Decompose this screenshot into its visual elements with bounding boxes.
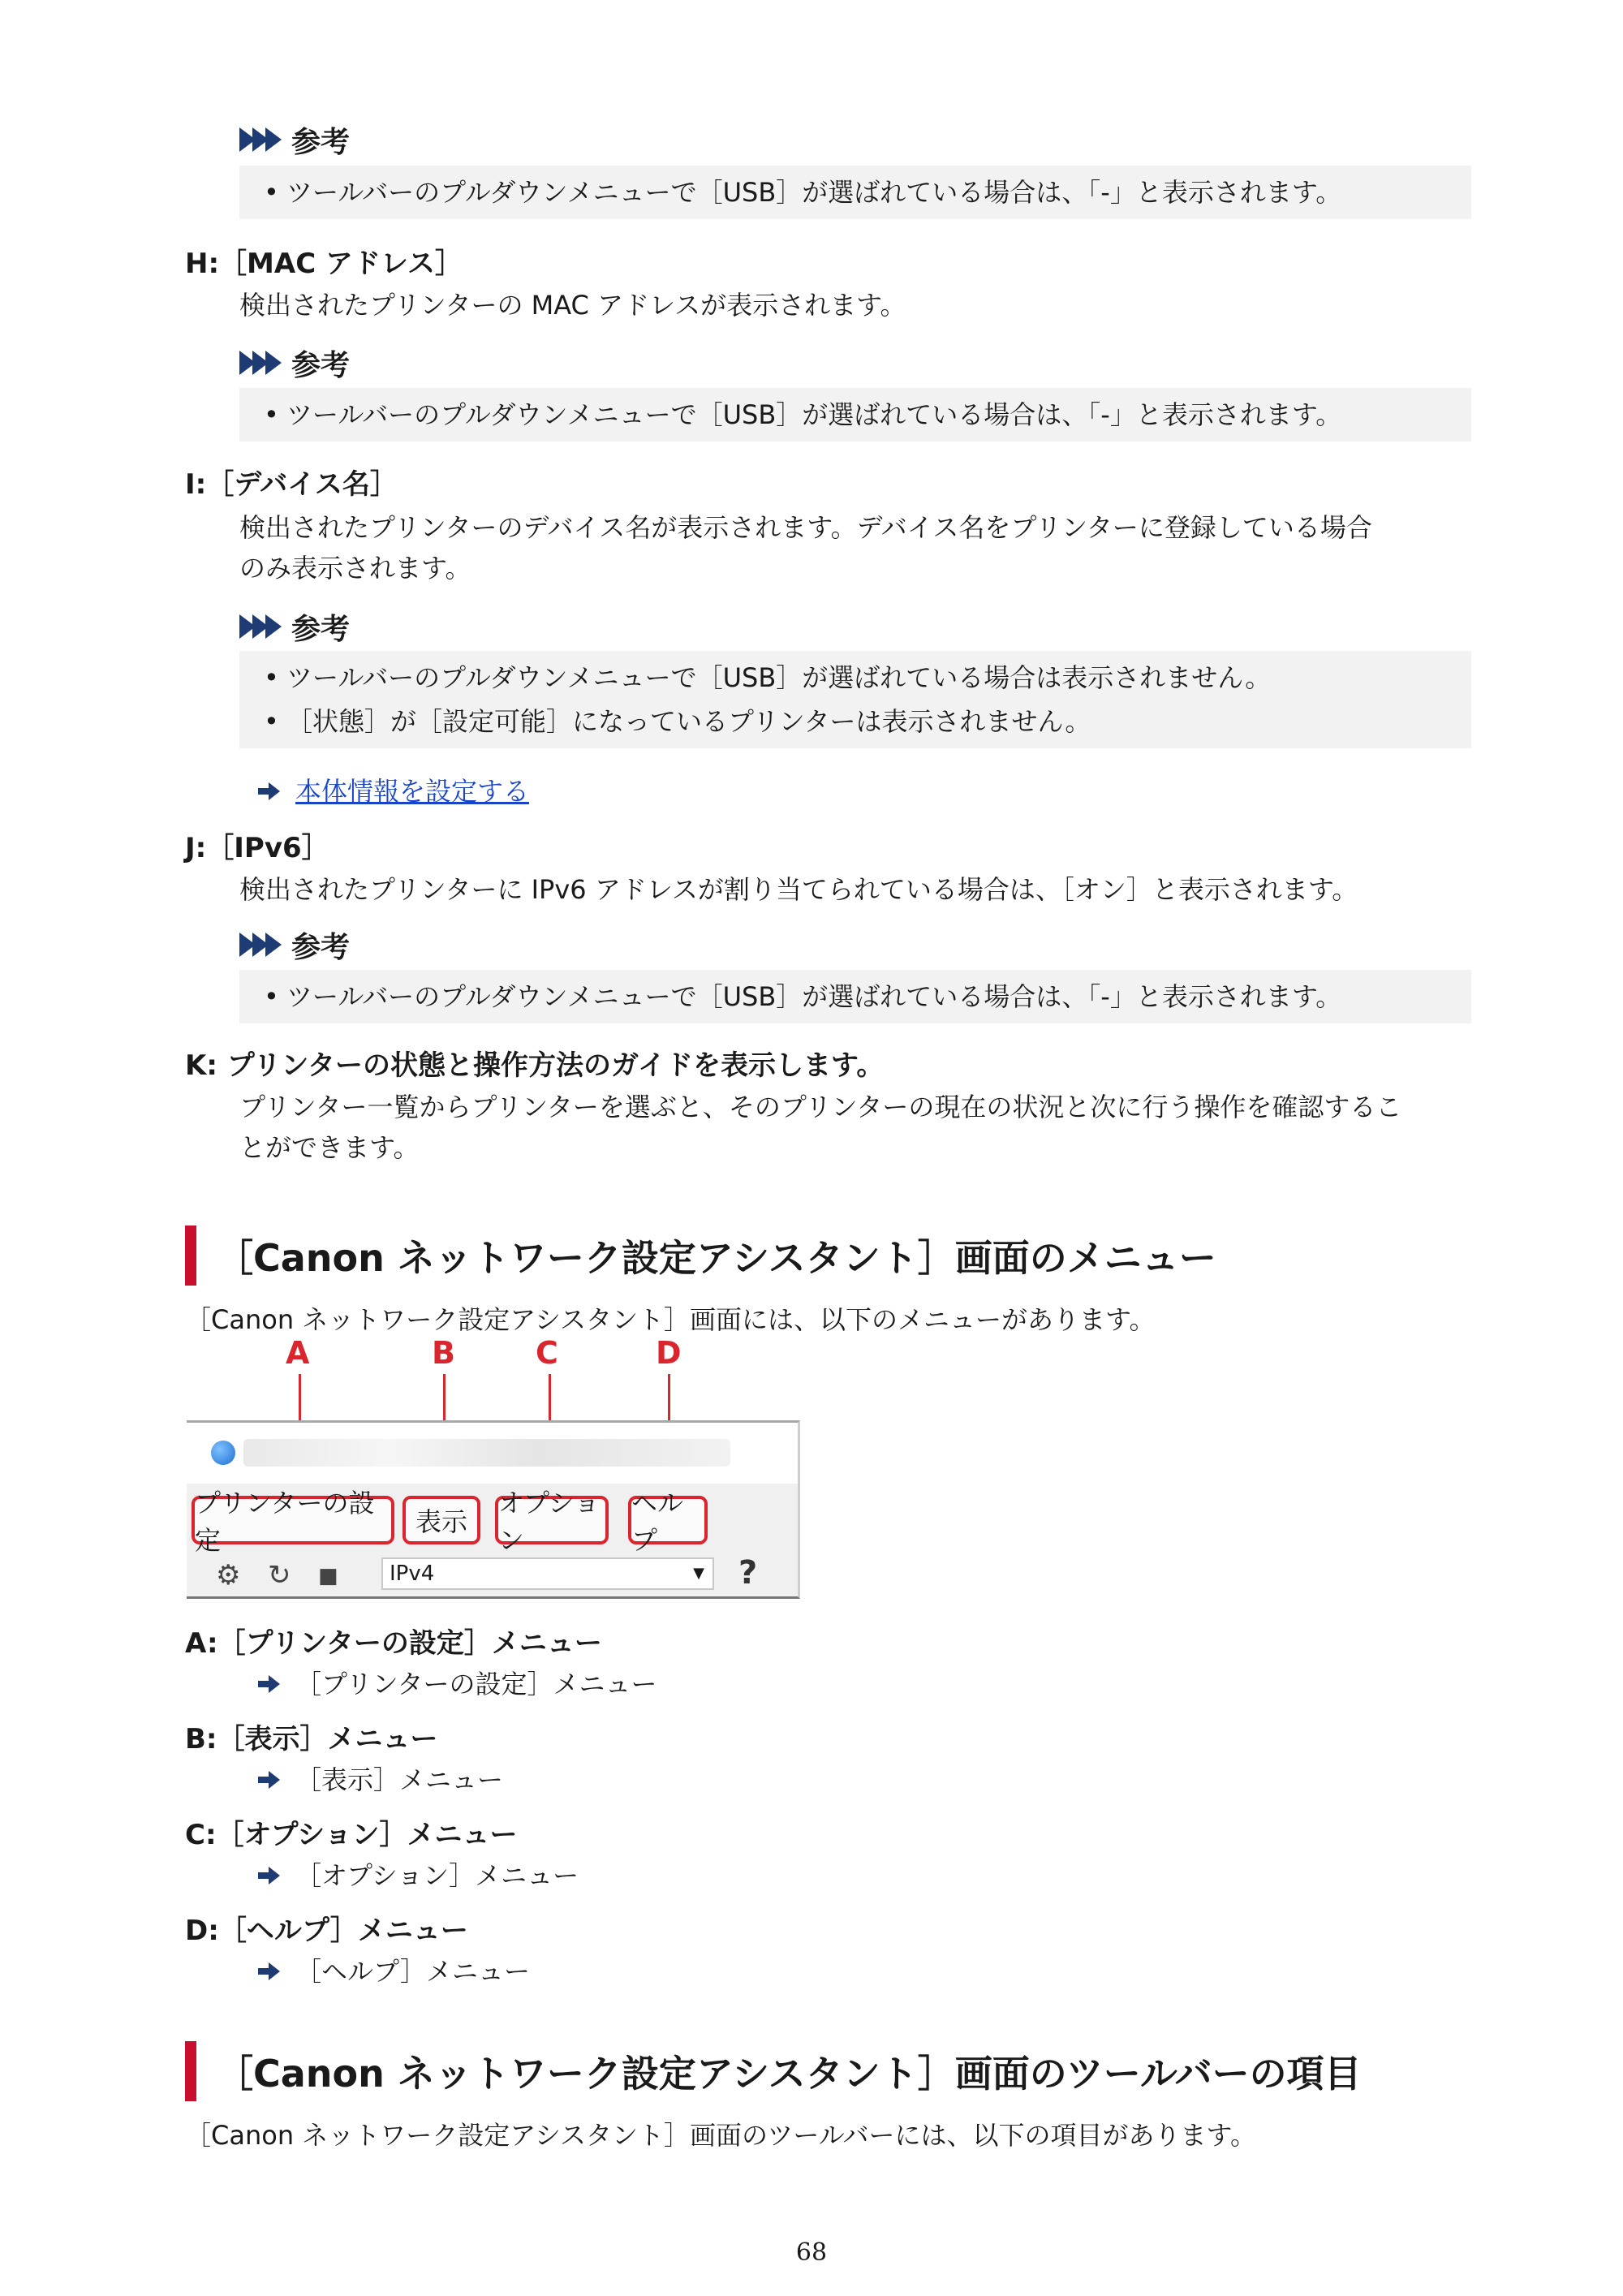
- menu-help[interactable]: ヘルプ: [628, 1496, 708, 1544]
- section-desc-toolbar: ［Canon ネットワーク設定アシスタント］画面のツールバーには、以下の項目があります。: [185, 2120, 1256, 2151]
- list-item: • ツールバーのプルダウンメニューで［USB］が選ばれている場合は、「-」と表示されます。: [264, 177, 1342, 208]
- menu-printer-settings[interactable]: プリンターの設定: [192, 1496, 394, 1544]
- desc-device-name-1: 検出されたプリンターのデバイス名が表示されます。デバイス名をプリンターに登録している場合: [239, 512, 1372, 543]
- arrow-right-icon: [258, 1773, 279, 1787]
- callout-d: D: [656, 1335, 682, 1371]
- note-box: [239, 651, 1471, 748]
- list-item: • ツールバーのプルダウンメニューで［USB］が選ばれている場合は、「-」と表示されます。: [264, 399, 1342, 430]
- link-row: [258, 771, 529, 812]
- section-bar: [185, 1226, 196, 1286]
- help-icon[interactable]: ?: [738, 1554, 758, 1592]
- term-device-name: I:［デバイス名］: [185, 468, 398, 501]
- chevron-down-icon: ▼: [693, 1565, 704, 1582]
- gear-icon[interactable]: ⚙: [216, 1559, 241, 1592]
- callout-line-c: [549, 1374, 551, 1424]
- list-item: • ツールバーのプルダウンメニューで［USB］が選ばれている場合は表示されません。: [264, 662, 1272, 693]
- blurred-title: [243, 1439, 730, 1467]
- term-menu-b: B:［表示］メニュー: [185, 1723, 438, 1755]
- menu-d-link[interactable]: ［ヘルプ］メニュー: [295, 1956, 530, 1987]
- term-menu-c: C:［オプション］メニュー: [185, 1819, 518, 1851]
- note-heading: [239, 609, 350, 644]
- triple-chevron-icon: [239, 127, 278, 152]
- list-item: • ［状態］が［設定可能］になっているプリンターは表示されません。: [264, 706, 1091, 737]
- triple-chevron-icon: [239, 933, 278, 957]
- link-row: [258, 1855, 579, 1896]
- menu-b-link[interactable]: ［表示］メニュー: [295, 1764, 504, 1795]
- callout-b: B: [432, 1335, 455, 1371]
- arrow-right-icon: [258, 1868, 279, 1883]
- callout-c: C: [536, 1335, 558, 1371]
- term-ipv6: J:［IPv6］: [185, 832, 329, 864]
- note-box: [239, 166, 1471, 219]
- device-info-link[interactable]: 本体情報を設定する: [295, 776, 530, 807]
- list-item: • ツールバーのプルダウンメニューで［USB］が選ばれている場合は、「-」と表示されます。: [264, 981, 1342, 1012]
- menu-screenshot-figure: [187, 1335, 803, 1603]
- callout-line-b: [443, 1374, 446, 1424]
- note-label: 参考: [291, 125, 351, 159]
- arrow-right-icon: [258, 1677, 279, 1691]
- note-heading: [239, 927, 350, 963]
- section-title-toolbar: ［Canon ネットワーク設定アシスタント］画面のツールバーの項目: [185, 2041, 1362, 2101]
- term-mac-address: H:［MAC アドレス］: [185, 248, 463, 280]
- triple-chevron-icon: [239, 614, 278, 639]
- arrow-right-icon: [258, 784, 279, 799]
- arrow-right-icon: [258, 1964, 279, 1979]
- link-row: [258, 1760, 503, 1800]
- globe-icon: [211, 1441, 235, 1465]
- callout-line-d: [668, 1374, 670, 1424]
- title-bar: [187, 1423, 798, 1484]
- triple-chevron-icon: [239, 351, 278, 375]
- page-number: 68: [795, 2238, 828, 2267]
- desc-guide-1: プリンター一覧からプリンターを選ぶと、そのプリンターの現在の状況と次に行う操作を確認するこ: [239, 1092, 1402, 1122]
- note-label: 参考: [291, 348, 351, 382]
- menu-view[interactable]: 表示: [403, 1496, 480, 1544]
- desc-mac-address: 検出されたプリンターの MAC アドレスが表示されます。: [239, 290, 906, 321]
- note-box: [239, 970, 1471, 1023]
- term-guide: K: プリンターの状態と操作方法のガイドを表示します。: [185, 1049, 885, 1082]
- desc-guide-2: とができます。: [239, 1132, 420, 1163]
- term-menu-a: A:［プリンターの設定］メニュー: [185, 1627, 602, 1660]
- refresh-icon[interactable]: ↻: [268, 1559, 291, 1592]
- desc-ipv6: 検出されたプリンターに IPv6 アドレスが割り当てられている場合は、［オン］と表示されます。: [239, 874, 1358, 905]
- note-heading: [239, 345, 350, 381]
- menu-options[interactable]: オプション: [495, 1496, 609, 1544]
- note-box: [239, 388, 1471, 442]
- app-window: [187, 1420, 800, 1599]
- section-bar: [185, 2041, 196, 2101]
- section-title-menu: ［Canon ネットワーク設定アシスタント］画面のメニュー: [185, 1226, 1216, 1286]
- note-label: 参考: [291, 930, 351, 964]
- note-label: 参考: [291, 612, 351, 646]
- link-row: [258, 1951, 530, 1992]
- protocol-select[interactable]: IPv4 ▼: [381, 1557, 714, 1590]
- toolbar: [187, 1553, 798, 1597]
- note-heading: [239, 122, 350, 157]
- callout-line-a: [299, 1374, 301, 1424]
- menu-a-link[interactable]: ［プリンターの設定］メニュー: [295, 1669, 657, 1699]
- section-desc-menu: ［Canon ネットワーク設定アシスタント］画面には、以下のメニューがあります。: [185, 1304, 1156, 1335]
- menu-c-link[interactable]: ［オプション］メニュー: [295, 1860, 579, 1891]
- stop-icon[interactable]: ■: [318, 1564, 338, 1588]
- callout-a: A: [286, 1335, 310, 1371]
- desc-device-name-2: のみ表示されます。: [239, 553, 471, 584]
- term-menu-d: D:［ヘルプ］メニュー: [185, 1915, 468, 1947]
- link-row: [258, 1664, 657, 1704]
